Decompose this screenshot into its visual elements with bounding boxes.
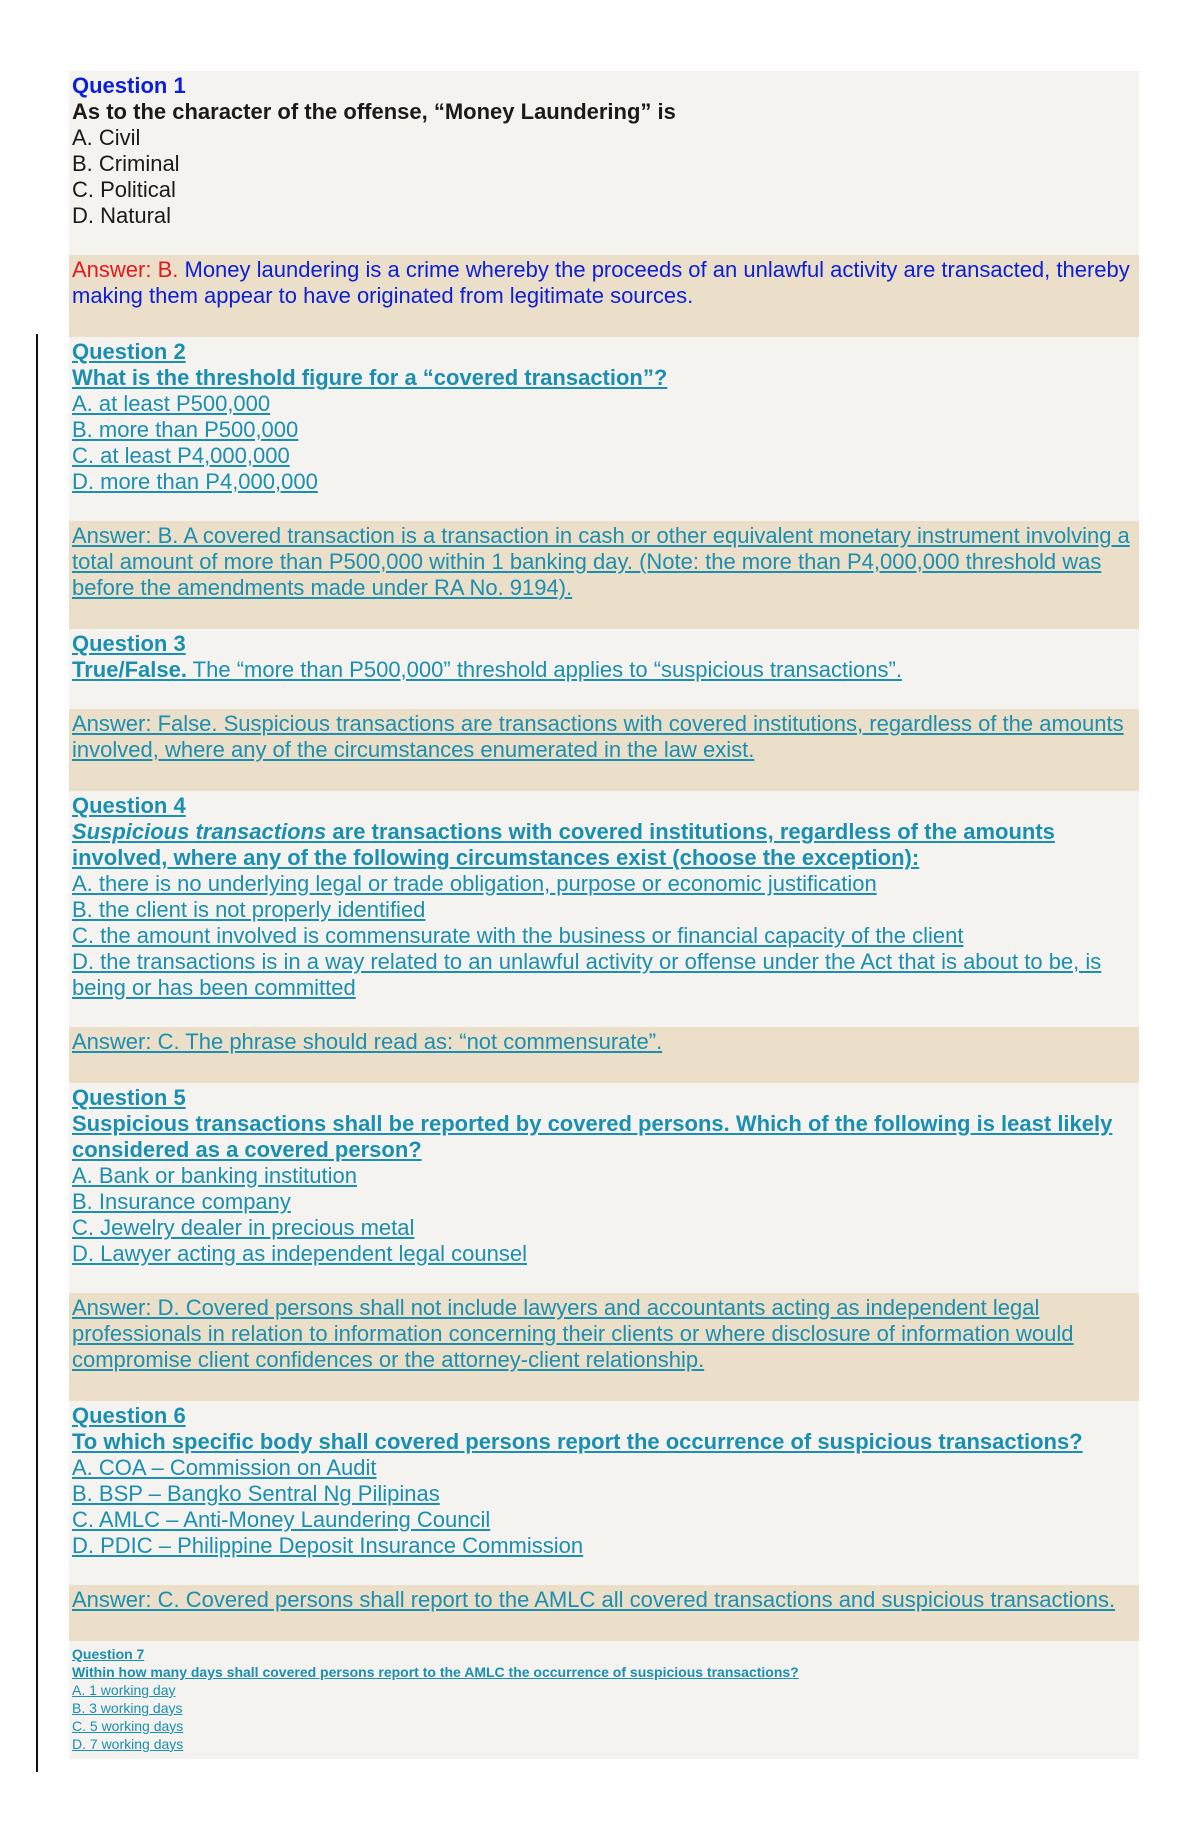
question-5-text[interactable]: Suspicious transactions shall be reported by covered persons. Which of the following is least likely considered as a covered person? [72, 1111, 1113, 1162]
answer-2-text[interactable]: Answer: B. A covered transaction is a transaction in cash or other equivalent monetary instrument involving a total amount of more than P500,000 within 1 banking day. (Note: the more than P4,000,000 threshold was before the amendments made under RA No. 9194). [72, 523, 1130, 600]
question-6-option-a[interactable]: A. COA – Commission on Audit [72, 1455, 377, 1480]
question-7-option-d[interactable]: D. 7 working days [72, 1736, 184, 1752]
answer-1-block [69, 255, 1139, 337]
question-4-option-a[interactable]: A. there is no underlying legal or trade obligation, purpose or economic justification [72, 871, 877, 896]
question-5-option-d[interactable]: D. Lawyer acting as independent legal counsel [72, 1241, 527, 1266]
question-4-option-d[interactable]: D. the transactions is in a way related to an unlawful activity or offense under the Act that is about to be, is being or has been committed [72, 949, 1102, 1000]
question-6-block [69, 1401, 1139, 1585]
question-4-text[interactable] [72, 819, 1135, 871]
question-3-text[interactable] [72, 657, 1135, 683]
question-2-option-c[interactable]: C. at least P4,000,000 [72, 443, 290, 468]
answer-1-explanation: Money laundering is a crime whereby the proceeds of an unlawful activity are transacted, thereby making them appear to have originated from legitimate sources. [72, 257, 1130, 308]
question-1-option-b: B. Criminal [72, 151, 180, 176]
question-7-option-a[interactable]: A. 1 working day [72, 1682, 176, 1698]
question-2-option-a[interactable]: A. at least P500,000 [72, 391, 271, 416]
question-2-option-b[interactable]: B. more than P500,000 [72, 417, 299, 442]
question-7-title[interactable]: Question 7 [72, 1646, 145, 1662]
question-6-title[interactable]: Question 6 [72, 1403, 186, 1428]
question-1-option-a: A. Civil [72, 125, 141, 150]
answer-3-block [69, 709, 1139, 791]
question-6-option-b[interactable]: B. BSP – Bangko Sentral Ng Pilipinas [72, 1481, 440, 1506]
question-6-option-d[interactable]: D. PDIC – Philippine Deposit Insurance Commission [72, 1533, 584, 1558]
question-1-option-c: C. Political [72, 177, 176, 202]
answer-4-text[interactable]: Answer: C. The phrase should read as: “not commensurate”. [72, 1029, 663, 1054]
question-7-text[interactable]: Within how many days shall covered persons report to the AMLC the occurrence of suspicious transactions? [72, 1664, 799, 1680]
question-7-block [69, 1641, 1139, 1759]
question-4-option-b[interactable]: B. the client is not properly identified [72, 897, 426, 922]
question-3-statement: The “more than P500,000” threshold applies to “suspicious transactions”. [186, 657, 902, 682]
question-4-rest: are transactions with covered institutions, regardless of the amounts involved, where any of the following circumstances exist (choose the exception): [72, 819, 1055, 870]
question-2-text[interactable]: What is the threshold figure for a “covered transaction”? [72, 365, 668, 390]
question-2-option-d[interactable]: D. more than P4,000,000 [72, 469, 318, 494]
margin-rule [36, 334, 38, 1772]
answer-2-block [69, 521, 1139, 629]
question-1-option-d: D. Natural [72, 203, 172, 228]
question-1-title: Question 1 [72, 73, 186, 98]
question-5-block [69, 1083, 1139, 1293]
answer-3-text[interactable]: Answer: False. Suspicious transactions are transactions with covered institutions, regardless of the amounts involved, where any of the circumstances enumerated in the law exist. [72, 711, 1124, 762]
answer-6-block [69, 1585, 1139, 1641]
answer-1-label: Answer: B. [72, 257, 179, 282]
question-4-title[interactable]: Question 4 [72, 793, 186, 818]
question-7-option-b[interactable]: B. 3 working days [72, 1700, 183, 1716]
question-6-option-c[interactable]: C. AMLC – Anti-Money Laundering Council [72, 1507, 491, 1532]
question-3-title[interactable]: Question 3 [72, 631, 186, 656]
question-3-prefix: True/False. [72, 657, 187, 682]
question-1-text: As to the character of the offense, “Money Laundering” is [72, 99, 676, 124]
question-4-emphasis: Suspicious transactions [72, 819, 327, 844]
question-1-block [69, 71, 1139, 255]
answer-5-text[interactable]: Answer: D. Covered persons shall not include lawyers and accountants acting as independent legal professionals in relation to information concerning their clients or where disclosure of information would compromise client confidences or the attorney-client relationship. [72, 1295, 1074, 1372]
question-5-option-a[interactable]: A. Bank or banking institution [72, 1163, 357, 1188]
quiz-document [69, 71, 1139, 1759]
question-2-title[interactable]: Question 2 [72, 339, 186, 364]
question-5-title[interactable]: Question 5 [72, 1085, 186, 1110]
question-4-block [69, 791, 1139, 1027]
question-7-option-c[interactable]: C. 5 working days [72, 1718, 184, 1734]
question-5-option-c[interactable]: C. Jewelry dealer in precious metal [72, 1215, 415, 1240]
answer-1-text [72, 257, 1135, 309]
answer-5-block [69, 1293, 1139, 1401]
question-6-text[interactable]: To which specific body shall covered persons report the occurrence of suspicious transactions? [72, 1429, 1083, 1454]
question-4-option-c[interactable]: C. the amount involved is commensurate with the business or financial capacity of the client [72, 923, 964, 948]
question-5-option-b[interactable]: B. Insurance company [72, 1189, 291, 1214]
answer-6-text[interactable]: Answer: C. Covered persons shall report to the AMLC all covered transactions and suspicious transactions. [72, 1587, 1116, 1612]
question-2-block [69, 337, 1139, 521]
answer-4-block [69, 1027, 1139, 1083]
question-3-block [69, 629, 1139, 709]
